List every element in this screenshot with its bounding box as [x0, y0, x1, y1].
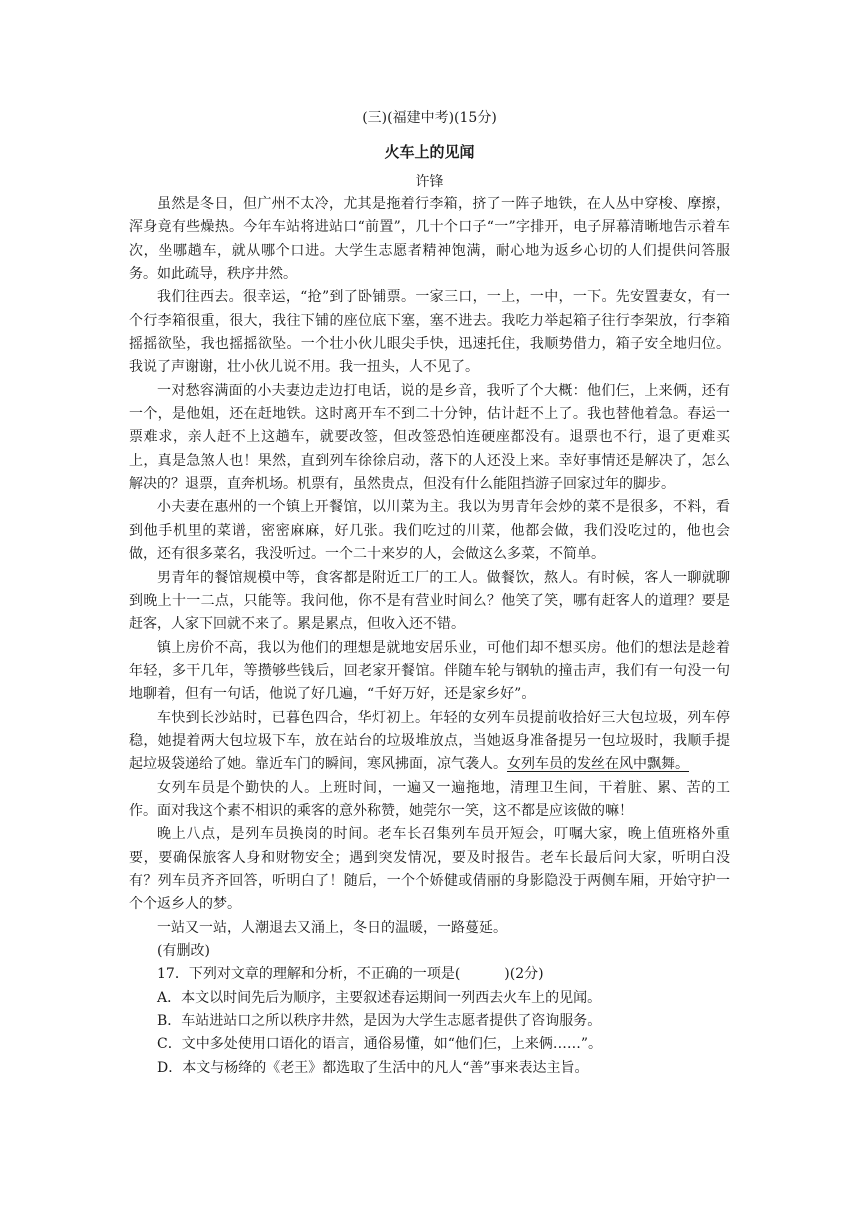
- article-author: 许锋: [415, 174, 444, 190]
- paragraph-6: 镇上房价不高，我以为他们的理想是就地安居乐业，可他们却不想买房。他们的想法是趁着年轻，多干几年，等攒够些钱后，回老家开餐馆。伴随车轮与钢轨的撞击声，我们有一句没一句地聊着，但有一句话，他说了好几遍，“千好万好，还是家乡好”。: [129, 639, 730, 703]
- edit-note: (有删改): [157, 943, 210, 959]
- paragraph-1: 虽然是冬日，但广州不太冷，尤其是拖着行李箱，挤了一阵子地铁，在人丛中穿梭、摩擦，浑身竟有些燥热。今年车站将进站口“前置”，几十个口子“一”字排开，电子屏幕清晰地告示着车次，坐哪趟车，就从哪个口进。大学生志愿者精神饱满，耐心地为返乡心切的人们提供问答服务。如此疏导，秩序井然。: [129, 196, 730, 283]
- paragraph-7: [129, 707, 730, 777]
- question-17: [129, 963, 730, 1080]
- section-heading: (三)(福建中考)(15分): [362, 110, 497, 126]
- paragraph-4: 小夫妻在惠州的一个镇上开餐馆，以川菜为主。我以为男青年会炒的菜不是很多，不料，看到他手机里的菜谱，密密麻麻，好几张。我们吃过的川菜，他都会做，我们没吃过的，他也会做，还有很多菜名，我没听过。一个二十来岁的人，会做这么多菜，不简单。: [129, 499, 730, 563]
- paragraph-5: 男青年的餐馆规模中等，食客都是附近工厂的工人。做餐饮，熬人。有时候，客人一聊就聊到晚上十一二点，只能等。我问他，你不是有营业时间么？他笑了笑，哪有赶客人的道理？要是赶客，人家下回就不来了。累是累点，但收入还不错。: [129, 569, 730, 633]
- paragraph-2: 我们往西去。很幸运，“抢”到了卧铺票。一家三口，一上，一中，一下。先安置妻女，有一个行李箱很重，很大，我往下铺的座位底下塞，塞不进去。我吃力举起箱子往行李架放，行李箱摇摇欲坠，我也摇摇欲坠。一个壮小伙儿眼尖手快，迅速托住，我顺势借力，箱子安全地归位。我说了声谢谢，壮小伙儿说不用。我一扭头，人不见了。: [129, 289, 730, 376]
- content-area: [129, 107, 730, 1080]
- paragraph-9: 晚上八点，是列车员换岗的时间。老车长召集列车员开短会，叮嘱大家，晚上值班格外重要，要确保旅客人身和财物安全；遇到突发情况，要及时报告。老车长最后问大家，听明白没有？列车员齐齐回答，听明白了！随后，一个个娇健或倩丽的身影隐没于两侧车厢，开始守护一个个返乡人的梦。: [129, 826, 730, 913]
- paragraph-10: 一站又一站，人潮退去又涌上，冬日的温暖，一路蔓延。: [157, 919, 507, 936]
- option-a: A．本文以时间先后为顺序，主要叙述春运期间一列西去火车上的见闻。: [157, 989, 602, 1006]
- question-score: )(2分): [504, 966, 544, 983]
- option-b: B．车站进站口之所以秩序井然，是因为大学生志愿者提供了咨询服务。: [157, 1013, 602, 1030]
- paragraph-8: 女列车员是个勤快的人。上班时间，一遍又一遍拖地，清理卫生间，干着脏、累、苦的工作。面对我这个素不相识的乘客的意外称赞，她莞尔一笑，这不都是应该做的嘛！: [129, 779, 730, 819]
- underlined-sentence: 女列车员的发丝在风中飘舞。: [507, 756, 689, 773]
- question-stem-text: 17．下列对文章的理解和分析，不正确的一项是(: [157, 966, 461, 983]
- paragraph-7-text: 车快到长沙站时，已暮色四合，华灯初上。年轻的女列车员提前收拾好三大包垃圾，列车停稳，她提着两大包垃圾下车，放在站台的垃圾堆放点，当她返身准备提另一包垃圾时，我顺手提起垃圾袋递给了她。靠近车门的瞬间，寒风拂面，凉气袭人。: [129, 709, 730, 773]
- article-body: [129, 193, 730, 963]
- option-d: D．本文与杨绛的《老王》都选取了生活中的凡人“善”事来表达主旨。: [157, 1059, 589, 1076]
- question-stem: [129, 963, 730, 986]
- option-c: C．文中多处使用口语化的语言，通俗易懂，如“他们仨，上来俩……”。: [157, 1036, 603, 1053]
- paragraph-3: 一对愁容满面的小夫妻边走边打电话，说的是乡音，我听了个大概：他们仨，上来俩，还有一个，是他姐，还在赶地铁。这时离开车不到二十分钟，估计赶不上了。我也替他着急。春运一票难求，亲人赶不上这趟车，就要改签，但改签恐怕连硬座都没有。退票也不行，退了更难买上，真是急煞人也！果然，直到列车徐徐启动，落下的人还没上来。幸好事情还是解决了，怎么解决的？退票，直奔机场。机票有，虽然贵点，但没有什么能阻挡游子回家过年的脚步。: [129, 382, 730, 493]
- article-title: 火车上的见闻: [384, 143, 475, 161]
